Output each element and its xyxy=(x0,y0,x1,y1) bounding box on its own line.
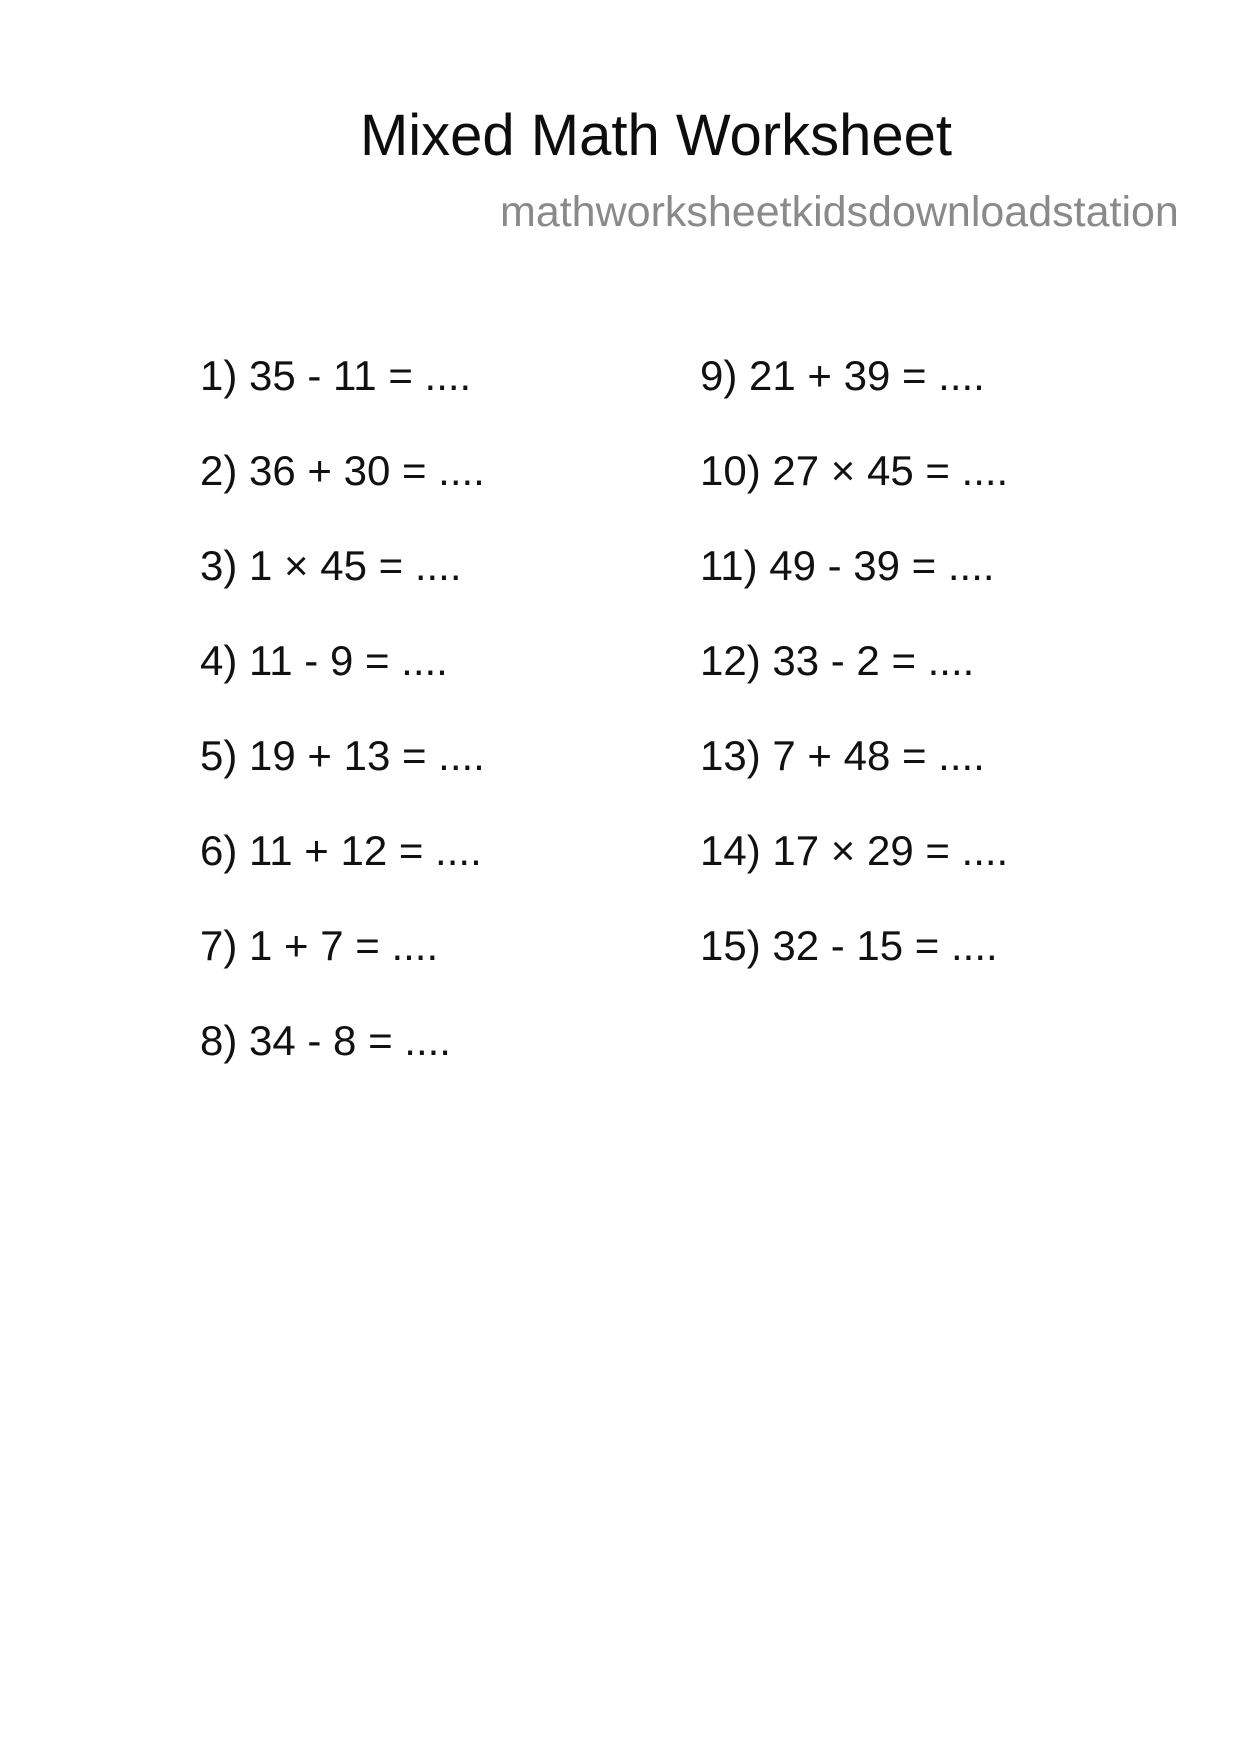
problem-15: 15) 32 - 15 = .... xyxy=(700,922,998,969)
problem-14: 14) 17 × 29 = .... xyxy=(700,827,1009,874)
right-problem-column xyxy=(700,348,1008,1013)
problem-3: 3) 1 × 45 = .... xyxy=(200,542,462,589)
problem-5: 5) 19 + 13 = .... xyxy=(200,732,485,779)
page-title: Mixed Math Worksheet xyxy=(359,103,953,168)
problem-8: 8) 34 - 8 = .... xyxy=(200,1017,451,1064)
left-problem-column xyxy=(200,348,485,1108)
problem-1: 1) 35 - 11 = .... xyxy=(200,352,472,399)
problem-12: 12) 33 - 2 = .... xyxy=(700,637,975,684)
problem-2: 2) 36 + 30 = .... xyxy=(200,447,485,494)
source-watermark-text: mathworksheetkidsdownloadstation xyxy=(500,188,1179,236)
problem-9: 9) 21 + 39 = .... xyxy=(700,352,985,399)
problem-6: 6) 11 + 12 = .... xyxy=(200,827,482,874)
problem-11: 11) 49 - 39 = .... xyxy=(700,542,995,589)
problem-7: 7) 1 + 7 = .... xyxy=(200,922,439,969)
problem-13: 13) 7 + 48 = .... xyxy=(700,732,985,779)
problem-4: 4) 11 - 9 = .... xyxy=(200,637,448,684)
problem-10: 10) 27 × 45 = .... xyxy=(700,447,1009,494)
